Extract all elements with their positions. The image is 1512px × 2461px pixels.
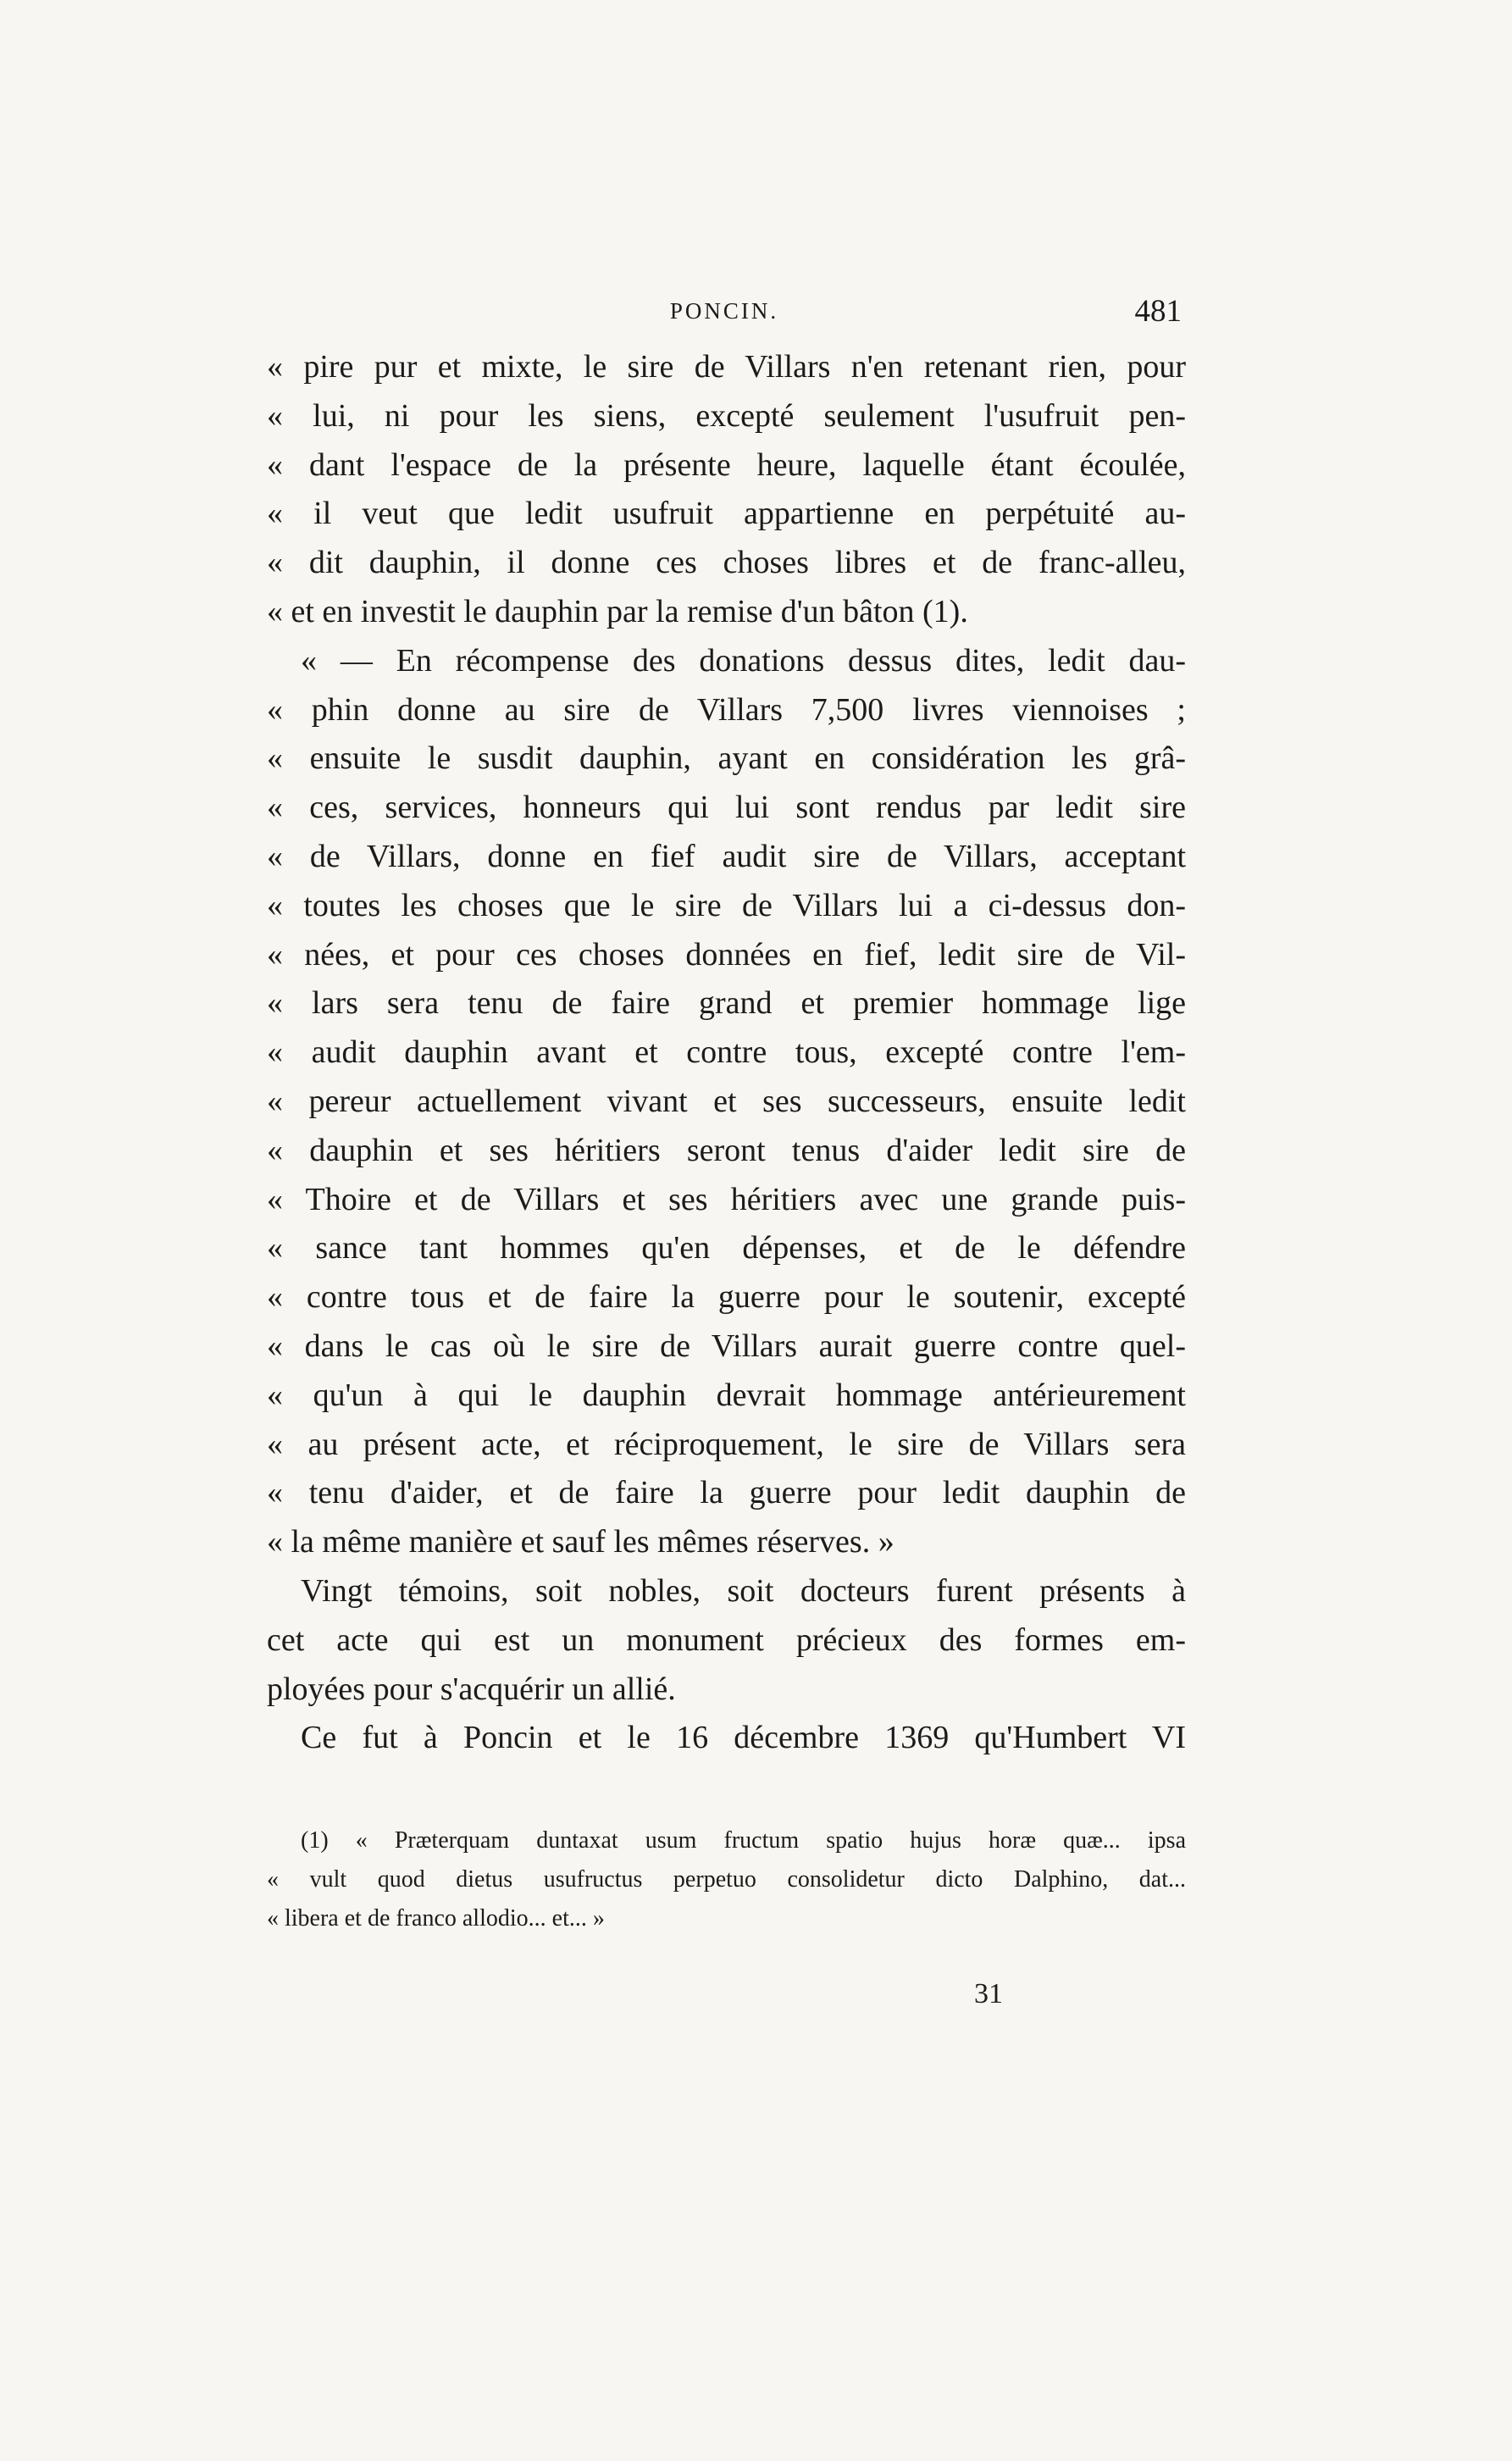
text-line: « ensuite le susdit dauphin, ayant en considération les grâ- xyxy=(267,740,1186,777)
text-line: « sance tant hommes qu'en dépenses, et de le défendre xyxy=(267,1230,1186,1267)
text-line: Ce fut à Poncin et le 16 décembre 1369 qu'Humbert VI xyxy=(301,1720,1186,1756)
text-line: « pire pur et mixte, le sire de Villars n'en retenant rien, pour xyxy=(267,349,1186,385)
footnote-line: « libera et de franco allodio... et... » xyxy=(267,1905,605,1932)
text-line: « contre tous et de faire la guerre pour le soutenir, excepté xyxy=(267,1279,1186,1316)
text-line: « dant l'espace de la présente heure, laquelle étant écoulée, xyxy=(267,446,1186,483)
text-line: Vingt témoins, soit nobles, soit docteurs furent présents à xyxy=(301,1572,1186,1609)
text-line: « de Villars, donne en fief audit sire de Villars, acceptant xyxy=(267,838,1186,874)
text-line: « nées, et pour ces choses données en fief, ledit sire de Vil- xyxy=(267,936,1186,973)
text-line: « lui, ni pour les siens, excepté seulement l'usufruit pen- xyxy=(267,397,1186,434)
text-line: cet acte qui est un monument précieux des formes em- xyxy=(267,1621,1186,1658)
text-line: « lars sera tenu de faire grand et premier hommage lige xyxy=(267,985,1186,1022)
text-line: « qu'un à qui le dauphin devrait hommage antérieurement xyxy=(267,1377,1186,1413)
signature-mark: 31 xyxy=(974,1978,1003,2009)
text-line: « au présent acte, et réciproquement, le sire de Villars sera xyxy=(267,1426,1186,1462)
text-line: ployées pour s'acquérir un allié. xyxy=(267,1671,676,1707)
footnote-line: « vult quod dietus usufructus perpetuo consolidetur dicto Dalphino, dat... xyxy=(267,1866,1186,1893)
text-line: « dauphin et ses héritiers seront tenus d'aider ledit sire de xyxy=(267,1132,1186,1168)
text-line: « la même manière et sauf les mêmes réserves. » xyxy=(267,1524,894,1560)
text-line: « Thoire et de Villars et ses héritiers avec une grande puis- xyxy=(267,1181,1186,1217)
text-line: « phin donne au sire de Villars 7,500 livres viennoises ; xyxy=(267,691,1186,728)
text-line: « tenu d'aider, et de faire la guerre pour ledit dauphin de xyxy=(267,1475,1186,1511)
page-number: 481 xyxy=(1134,294,1182,329)
text-line: « et en investit le dauphin par la remise d'un bâton (1). xyxy=(267,593,968,629)
text-line: « pereur actuellement vivant et ses successeurs, ensuite ledit xyxy=(267,1083,1186,1119)
text-line: « dans le cas où le sire de Villars aurait guerre contre quel- xyxy=(267,1327,1186,1364)
text-line: « ces, services, honneurs qui lui sont rendus par ledit sire xyxy=(267,790,1186,826)
body-text xyxy=(267,343,1186,1763)
text-line: « audit dauphin avant et contre tous, excepté contre l'em- xyxy=(267,1034,1186,1071)
footnote-line: (1) « Præterquam duntaxat usum fructum spatio hujus horæ quæ... ipsa xyxy=(301,1827,1186,1854)
text-line: « il veut que ledit usufruit appartienne en perpétuité au- xyxy=(267,496,1186,532)
text-line: « toutes les choses que le sire de Villars lui a ci-dessus don- xyxy=(267,887,1186,923)
footnotes xyxy=(267,1821,1186,1938)
running-title: PONCIN. xyxy=(669,298,779,324)
text-line: « dit dauphin, il donne ces choses libres et de franc-alleu, xyxy=(267,545,1186,581)
text-line: « — En récompense des donations dessus dites, ledit dau- xyxy=(301,642,1186,679)
page-header xyxy=(267,294,1182,346)
